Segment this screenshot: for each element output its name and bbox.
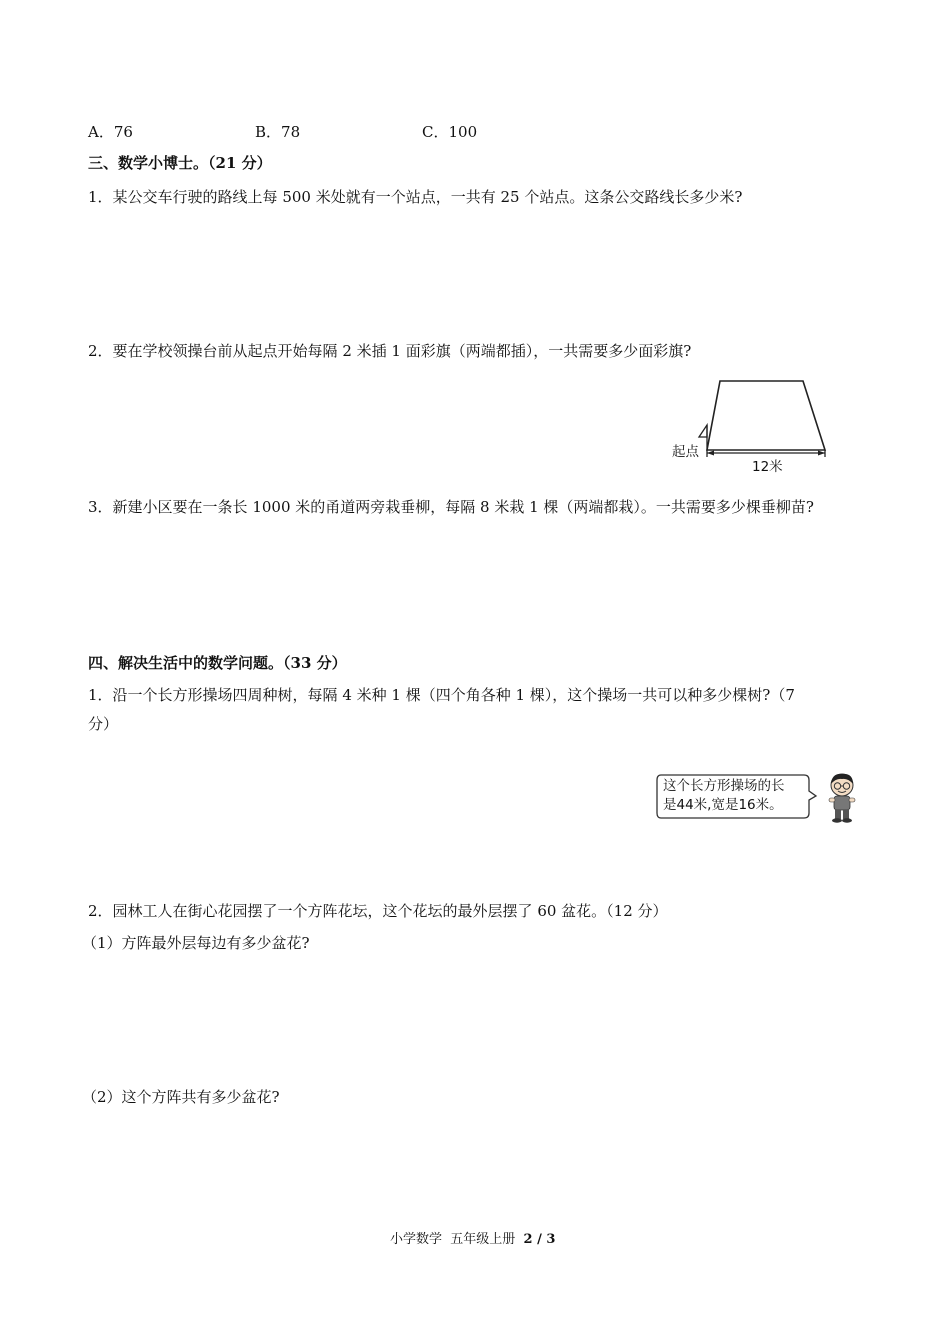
trapezoid-shape [707, 381, 825, 450]
length-label: 12米 [752, 459, 783, 475]
section4-question-1-line2: 分） [88, 715, 119, 733]
bubble-line-2: 是44米,宽是16米。 [663, 797, 783, 813]
section4-question-2: 2．园林工人在街心花园摆了一个方阵花坛，这个花坛的最外层摆了 60 盆花。（12 分） [88, 902, 668, 920]
trapezoid-figure [665, 375, 835, 475]
speech-bubble [656, 774, 816, 820]
option-b: B．78 [255, 123, 301, 141]
section4-heading: 四、解决生活中的数学问题。（33 分） [88, 654, 347, 672]
option-a: A．76 [88, 123, 133, 141]
section4-question-2-part-1: （1）方阵最外层每边有多少盆花? [82, 934, 310, 952]
section3-question-3: 3．新建小区要在一条长 1000 米的甬道两旁栽垂柳，每隔 8 米栽 1 棵（两端都栽）。一共需要多少棵垂柳苗? [88, 498, 814, 516]
section3-question-2: 2．要在学校领操台前从起点开始每隔 2 米插 1 面彩旗（两端都插），一共需要多少面彩旗? [88, 342, 692, 360]
footer-subject: 小学数学 五年级上册 [390, 1232, 524, 1247]
start-point-label: 起点 [672, 444, 699, 460]
section3-question-1: 1．某公交车行驶的路线上每 500 米处就有一个站点，一共有 25 个站点。这条公交路线长多少米? [88, 188, 743, 206]
boy-icon [824, 772, 860, 824]
page-footer [390, 1228, 555, 1247]
section4-question-1-line1: 1．沿一个长方形操场四周种树，每隔 4 米种 1 棵（四个角各种 1 棵），这个操场一共可以种多少棵树?（7 [88, 686, 795, 704]
bubble-line-1: 这个长方形操场的长 [663, 778, 785, 794]
option-c: C．100 [422, 123, 478, 141]
section4-question-2-part-2: （2）这个方阵共有多少盆花? [82, 1088, 280, 1106]
section3-heading: 三、数学小博士。（21 分） [88, 154, 272, 172]
footer-page-number: 2 / 3 [523, 1232, 556, 1247]
flag-icon [699, 425, 707, 437]
